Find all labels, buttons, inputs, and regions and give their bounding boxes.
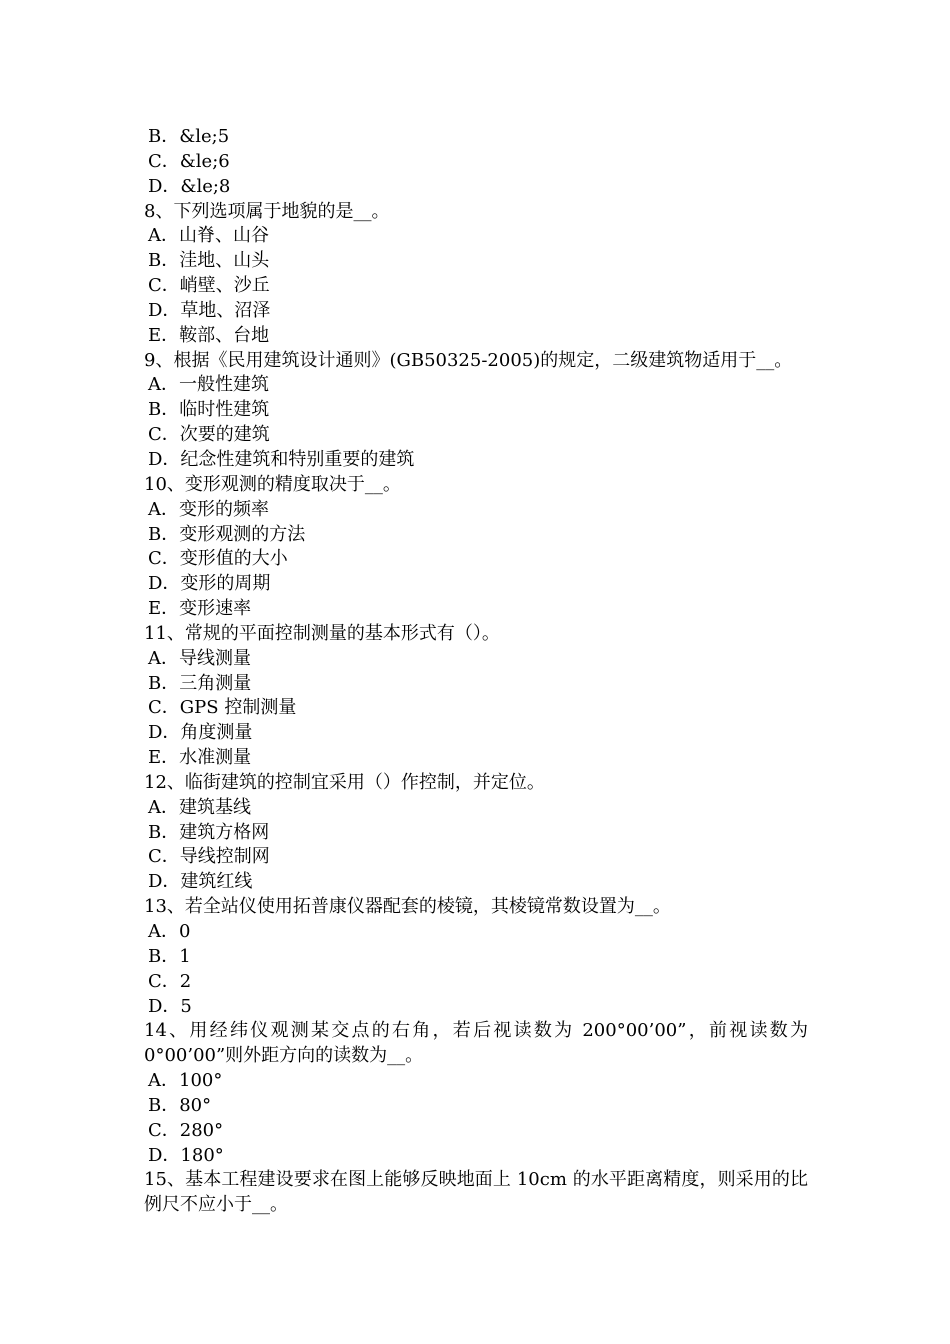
answer-option: E．变形速率 [148,598,252,620]
answer-option: D．变形的周期 [148,573,271,595]
answer-option: C．峭壁、沙丘 [148,275,270,297]
answer-option: A．建筑基线 [148,796,251,818]
answer-option: D．建筑红线 [148,871,253,893]
answer-option: B．建筑方格网 [148,821,270,843]
answer-option: B．&le;5 [148,126,230,147]
answer-option: A．一般性建筑 [148,374,269,396]
answer-option: A．变形的频率 [148,498,269,520]
answer-option: B．临时性建筑 [148,399,270,421]
question-text: 10、变形观测的精度取决于__。 [144,473,401,495]
answer-option: C．2 [148,970,192,992]
document-page [144,125,808,1218]
answer-option: C．变形值的大小 [148,548,288,570]
answer-option: A．0 [148,921,191,942]
answer-option: B．变形观测的方法 [148,523,306,545]
question-text: 9、根据《民用建筑设计通则》(GB50325-2005)的规定，二级建筑物适用于__。 [144,349,793,371]
answer-option: D．&le;8 [148,175,231,197]
answer-option: E．水准测量 [148,747,252,769]
answer-option: A．导线测量 [148,647,251,669]
question-text: 11、常规的平面控制测量的基本形式有（）。 [144,622,500,644]
question-text: 15、基本工程建设要求在图上能够反映地面上 10cm 的水平距离精度，则采用的比例尺不应小于__。 [144,1169,808,1216]
answer-option: B．洼地、山头 [148,250,270,272]
answer-option: A．100° [148,1070,223,1092]
answer-option: D．角度测量 [148,722,253,744]
answer-option: B．三角测量 [148,672,252,694]
answer-option: A．山脊、山谷 [148,225,269,247]
answer-option: C．导线控制网 [148,846,270,868]
answer-option: C．280° [148,1119,224,1141]
answer-option: B．80° [148,1094,212,1116]
question-text: 8、下列选项属于地貌的是__。 [144,200,390,222]
answer-option: D．180° [148,1144,224,1166]
answer-option: D．纪念性建筑和特别重要的建筑 [148,448,415,470]
question-text: 12、临街建筑的控制宜采用（）作控制，并定位。 [144,771,545,793]
answer-option: D．草地、沼泽 [148,299,271,321]
answer-option: E．鞍部、台地 [148,324,270,346]
answer-option: C．&le;6 [148,150,230,172]
answer-option: C．GPS 控制测量 [148,697,297,719]
answer-option: D．5 [148,995,192,1017]
answer-option: B．1 [148,945,191,967]
question-text: 13、若全站仪使用拓普康仪器配套的棱镜，其棱镜常数设置为__。 [144,896,671,918]
question-text: 14、用经纬仪观测某交点的右角，若后视读数为 200°00’00”，前视读数为 0°00’00”则外距方向的读数为__。 [144,1020,808,1067]
answer-option: C．次要的建筑 [148,424,270,446]
